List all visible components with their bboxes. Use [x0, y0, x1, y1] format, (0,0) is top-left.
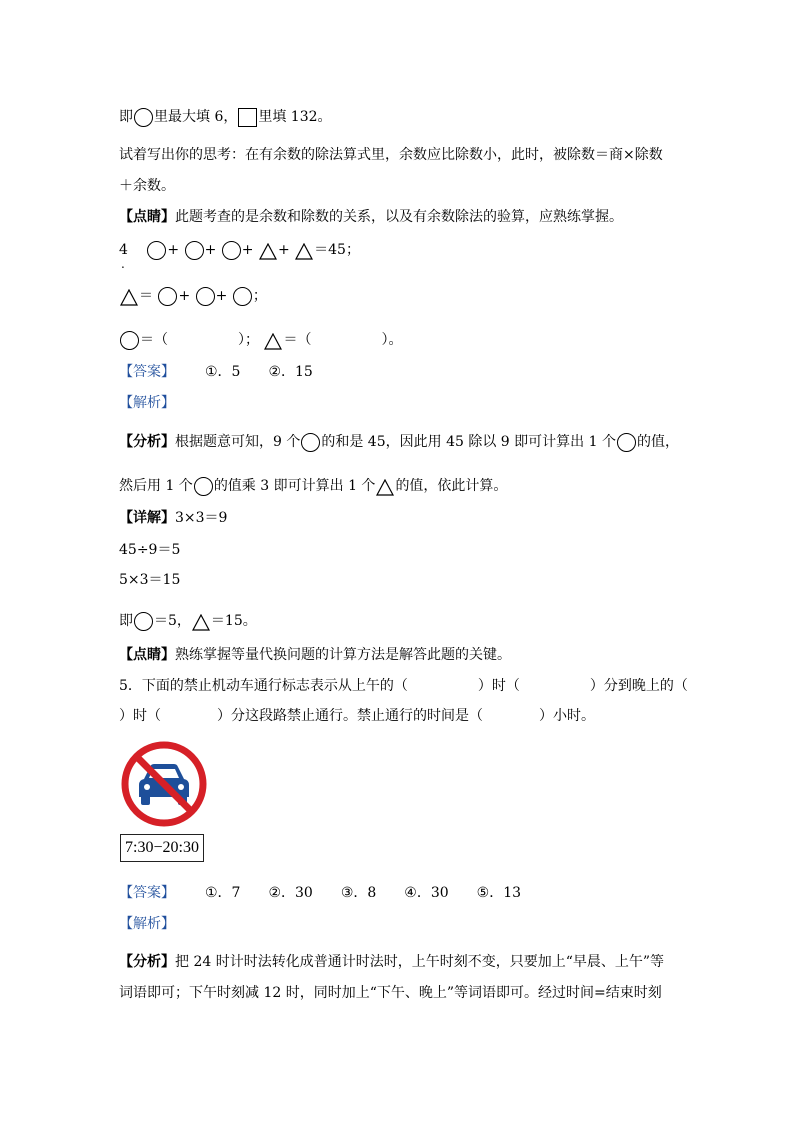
circle-icon: [222, 241, 241, 260]
circle-icon: [120, 331, 139, 350]
triangle-icon: [295, 243, 313, 260]
circle-icon: [194, 477, 213, 496]
triangle-icon: [259, 243, 277, 260]
triangle-icon: [376, 479, 394, 496]
circle-icon: [301, 433, 320, 452]
analysis-5-heading: 【解析】: [119, 916, 175, 932]
q5-line-1: 5．下面的禁止机动车通行标志表示从上午的（ ）时（ ）分到晚上的（: [119, 678, 688, 694]
sign-time-label: 7:30−20:30: [120, 834, 204, 862]
dianjing-4: 【点睛】熟练掌握等量代换问题的计算方法是解答此题的关键。: [119, 647, 511, 663]
q5-line-2: ）时（ ）分这段路禁止通行。禁止通行的时间是（ ）小时。: [119, 708, 595, 724]
triangle-icon: [264, 333, 282, 350]
thinking-text-1: 试着写出你的思考：在有余数的除法算式里，余数应比除数小，此时，被除数＝商×除数: [119, 147, 663, 163]
circle-icon: [617, 433, 636, 452]
answer-5: 【答案】 ①．7 ②．30 ③．8 ④．30 ⑤．13: [119, 885, 522, 901]
square-icon: [238, 108, 257, 127]
fenxi-5-line-2: 词语即可；下午时刻减 12 时，同时加上“下午、晚上”等词语即可。经过时间=结束时刻: [119, 985, 662, 1001]
q4-dot: .: [121, 257, 125, 271]
circle-icon: [233, 287, 252, 306]
circle-icon: [134, 612, 153, 631]
fenxi-5-line-1: 【分析】把 24 时计时法转化成普通计时法时，上午时刻不变，只要加上“早晨、上午”等: [119, 954, 665, 970]
fenxi-4-line-1: 【分析】根据题意可知，9 个 的和是 45，因此用 45 除以 9 即可计算出 1 个 的值，: [119, 434, 679, 450]
circle-icon: [134, 108, 153, 127]
answer-4: 【答案】 ①．5 ②．15: [119, 364, 313, 380]
circle-icon: [185, 241, 204, 260]
thinking-text-2: ＋余数。: [119, 178, 175, 194]
q4-blanks: ＝（ ）； ＝（ ）。: [119, 330, 402, 350]
circle-icon: [196, 287, 215, 306]
detail-4-line-2: 45÷9＝5: [119, 542, 181, 558]
detail-4-line-1: 【详解】3×3＝9: [119, 510, 228, 526]
q4-equation-1: 4 + + + + ＝45；: [119, 242, 360, 258]
dianjing-3: 【点睛】此题考查的是余数和除数的关系，以及有余数除法的验算，应熟练掌握。: [119, 209, 623, 225]
circle-icon: [147, 241, 166, 260]
circle-icon: [158, 287, 177, 306]
analysis-4-heading: 【解析】: [119, 395, 175, 411]
q4-equation-2: ＝ + + ；: [119, 286, 267, 306]
line-circle-square: 即 里最大填 6， 里填 132。: [119, 109, 332, 125]
triangle-icon: [120, 289, 138, 306]
fenxi-4-line-2: 然后用 1 个 的值乘 3 即可计算出 1 个 的值，依此计算。: [119, 478, 508, 494]
triangle-icon: [192, 614, 210, 631]
detail-4-line-3: 5×3＝15: [119, 572, 181, 588]
result-4: 即 ＝5， ＝15。: [119, 613, 257, 629]
